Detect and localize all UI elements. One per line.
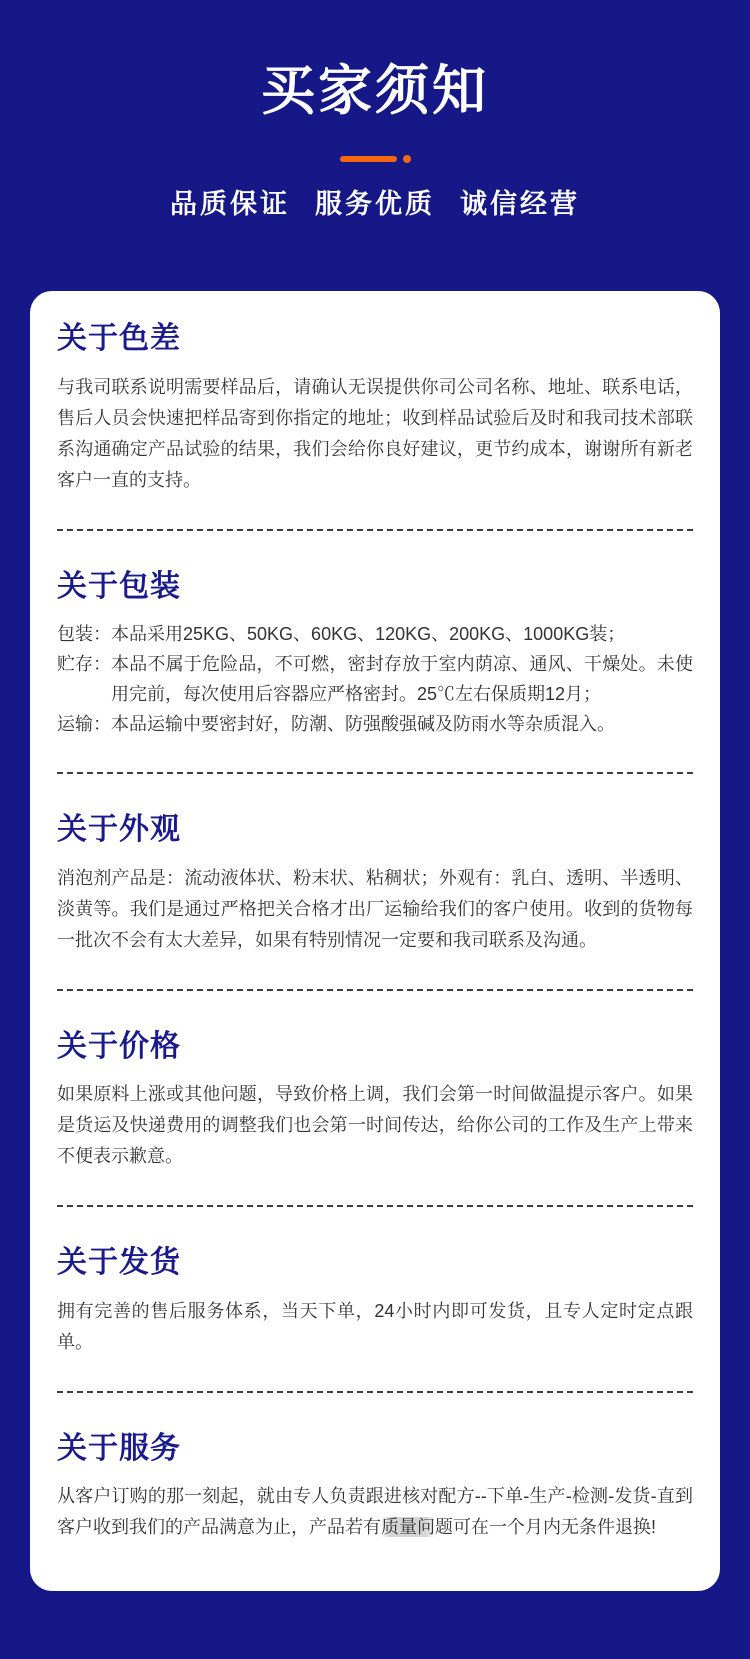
orange-bar-ornament	[340, 156, 397, 162]
orange-dot-ornament	[403, 155, 411, 163]
section-service	[57, 1393, 693, 1577]
section-price	[57, 991, 693, 1206]
hero-header	[0, 0, 750, 220]
section-heading: 关于外观	[57, 813, 181, 847]
labeled-item-row	[57, 649, 693, 709]
section-paragraph: 如果原料上涨或其他问题，导致价格上调，我们会第一时间做温提示客户。如果是货运及快递费用的调整我们也会第一时间传达，给你公司的工作及生产上带来不便表示歉意。	[57, 1084, 693, 1167]
item-label: 贮存：	[57, 654, 111, 675]
section-paragraph: 消泡剂产品是：流动液体状、粉末状、粘稠状；外观有：乳白、透明、半透明、淡黄等。我们是通过严格把关合格才出厂运输给我们的客户使用。收到的货物每一批次不会有太大差异，如果有特别情况一定要和我司联系及沟通。	[57, 867, 693, 950]
page-title: 买家须知	[261, 61, 489, 121]
title-ornament	[0, 155, 750, 163]
item-label: 运输：	[57, 714, 111, 735]
section-color-difference	[57, 321, 693, 529]
slogan-integrity: 诚信经营	[460, 189, 580, 220]
notice-card	[30, 291, 720, 1591]
section-heading: 关于价格	[57, 1029, 181, 1063]
section-heading: 关于服务	[57, 1431, 181, 1465]
section-appearance	[57, 774, 693, 989]
slogan-service: 服务优质	[315, 189, 435, 220]
section-heading: 关于色差	[57, 322, 181, 356]
section-paragraph: 拥有完善的售后服务体系，当天下单，24小时内即可发货，且专人定时定点跟单。	[57, 1300, 693, 1352]
watermark-highlight: 质量问	[381, 1517, 435, 1538]
labeled-item-row	[57, 619, 693, 649]
section-shipping	[57, 1207, 693, 1391]
section-heading: 关于包装	[57, 569, 181, 603]
section-paragraph: 从客户订购的那一刻起，就由专人负责跟进核对配方--下单-生产-检测-发货-直到客户收到我们的产品满意为止，产品若有质量问题可在一个月内无条件退换!	[57, 1486, 693, 1538]
labeled-item-row	[57, 709, 693, 739]
section-paragraph: 与我司联系说明需要样品后，请确认无误提供你司公司名称、地址、联系电话，售后人员会快速把样品寄到你指定的地址；收到样品试验后及时和我司技术部联系沟通确定产品试验的结果，我们会给你良好建议，更节约成本，谢谢所有新老客户一直的支持。	[57, 376, 693, 490]
item-text: 本品采用25KG、50KG、60KG、120KG、200KG、1000KG装；	[111, 624, 626, 645]
item-text: 本品运输中要密封好，防潮、防强酸强碱及防雨水等杂质混入。	[111, 714, 615, 735]
section-packaging	[57, 531, 693, 773]
item-label: 包装：	[57, 624, 111, 645]
slogan-row	[0, 189, 750, 220]
slogan-quality: 品质保证	[170, 189, 290, 220]
item-text: 本品不属于危险品，不可燃，密封存放于室内荫凉、通风、干燥处。未使用完前，每次使用后容器应严格密封。25℃左右保质期12月；	[111, 654, 693, 705]
section-heading: 关于发货	[57, 1246, 181, 1280]
